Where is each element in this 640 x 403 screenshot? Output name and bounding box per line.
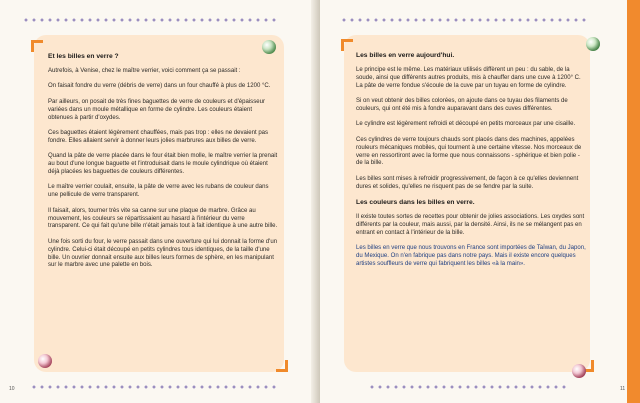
marble-icon (572, 364, 586, 378)
left-paragraph: Autrefois, à Venise, chez le maître verrier, voici comment ça se passait : (48, 68, 241, 74)
right-paragraph: Le cylindre est légèrement refroidi et découpé en petits morceaux par une cisaille. (356, 121, 576, 128)
left-paragraph: Ces baguettes étaient légèrement chauffées, mais pas trop : elles ne devaient pas fondre. Elles allaient servir à donner leurs jolies marbrures aux billes de verre. (48, 130, 269, 144)
left-paragraph: Par ailleurs, on posait de très fines baguettes de verre de couleurs et d'épaisseur variées dans un moule métallique en forme de cylindre. Les couleurs étaient obtenues à partir d'oxydes. (48, 98, 265, 121)
right-paragraph: Le principe est le même. Les matériaux utilisés diffèrent un peu : du sable, de la soude, ainsi que différents autres produits, mis à chauffer dans une cuve à 1200° C. La pâte de verre fondue s'écoule de la cuve par un tuyau en forme de cylindre. (356, 67, 581, 89)
right-paragraph: Les billes sont mises à refroidir progressivement, de façon à ce qu'elles deviennent dures et solides, qu'elles ne risquent pas de se fendre par la suite. (356, 175, 579, 190)
right-article (356, 52, 586, 276)
page-number: 10 (9, 386, 15, 392)
left-paragraph: On faisait fondre du verre (débris de verre) dans un four chauffé à plus de 1200 °C. (48, 83, 271, 90)
dotted-border (340, 18, 590, 22)
left-paragraph: Il faisait, alors, tourner très vite sa canne sur une plaque de marbre. Grâce au mouvement, les couleurs se répartissaient au hasard à l'intérieur du verre transparent. Ce qui fait qu'une bille n'était jamais tout à fait identique à une autre bille. (48, 207, 278, 230)
marble-icon (262, 40, 276, 54)
corner-bracket-icon (276, 360, 288, 372)
left-paragraph: Le maître verrier coulait, ensuite, la pâte de verre avec les rubans de couleur dans une pellicule de verre transparent. (48, 184, 269, 199)
right-title: Les billes en verre aujourd'hui. (356, 52, 455, 59)
right-paragraph: Si on veut obtenir des billes colorées, on ajoute dans ce tuyau des filaments de couleurs, qui ont été mis à fondre auparavant dans des cuves différentes. (356, 98, 568, 112)
page-number: 11 (620, 386, 626, 392)
right-paragraph: Ces cylindres de verre toujours chauds sont placés dans des machines, appelées rouleurs mécaniques mobiles, qui tournent à une certaine vitesse. Nos morceaux de verre en ressortiront avec la forme que nous connaissons - sphérique et bien polie - de la bille. (356, 136, 582, 167)
left-page (0, 0, 316, 403)
left-paragraph: Une fois sorti du four, le verre passait dans une ouverture qui lui donnait la forme d'un cylindre. Celui-ci était découpé en petits cylindres tous identiques, de la taille d'une bille. Un ouvrier donnait ensuite aux billes leurs formes de sphère, en les manipulant sur le marbre avec une palette en bois. (48, 238, 278, 269)
marble-icon (586, 37, 600, 51)
left-paragraph: Quand la pâte de verre placée dans le four était bien molle, le maître verrier la prenait au bout d'une longue baguette et l'introduisait dans le moule cylindrique où étaient déjà placées les baguettes de couleurs différentes. (48, 153, 278, 175)
orange-edge-strip (627, 0, 640, 403)
dotted-border (22, 18, 277, 22)
dotted-border (368, 385, 568, 389)
corner-bracket-icon (31, 40, 43, 52)
dotted-border (30, 385, 276, 389)
corner-bracket-icon (341, 39, 353, 51)
right-subtitle: Les couleurs dans les billes en verre. (356, 199, 475, 207)
right-paragraph: Les billes en verre que nous trouvons en France sont importées de Taïwan, du Japon, du Mexique. On n'en fabrique pas dans notre pays. Mais il existe encore quelques artistes souffleurs de verre qui fabriquent les billes «à la main». (356, 245, 586, 267)
left-title: Et les billes en verre ? (48, 53, 119, 60)
marble-icon (38, 354, 52, 368)
right-paragraph: Il existe toutes sortes de recettes pour obtenir de jolies associations. Les oxydes sont différents par la couleur, mais aussi, par la densité. Ainsi, ils ne se mélangent pas en entrant en contact à l'intérieur de la bille. (356, 214, 585, 236)
left-article (48, 53, 278, 278)
